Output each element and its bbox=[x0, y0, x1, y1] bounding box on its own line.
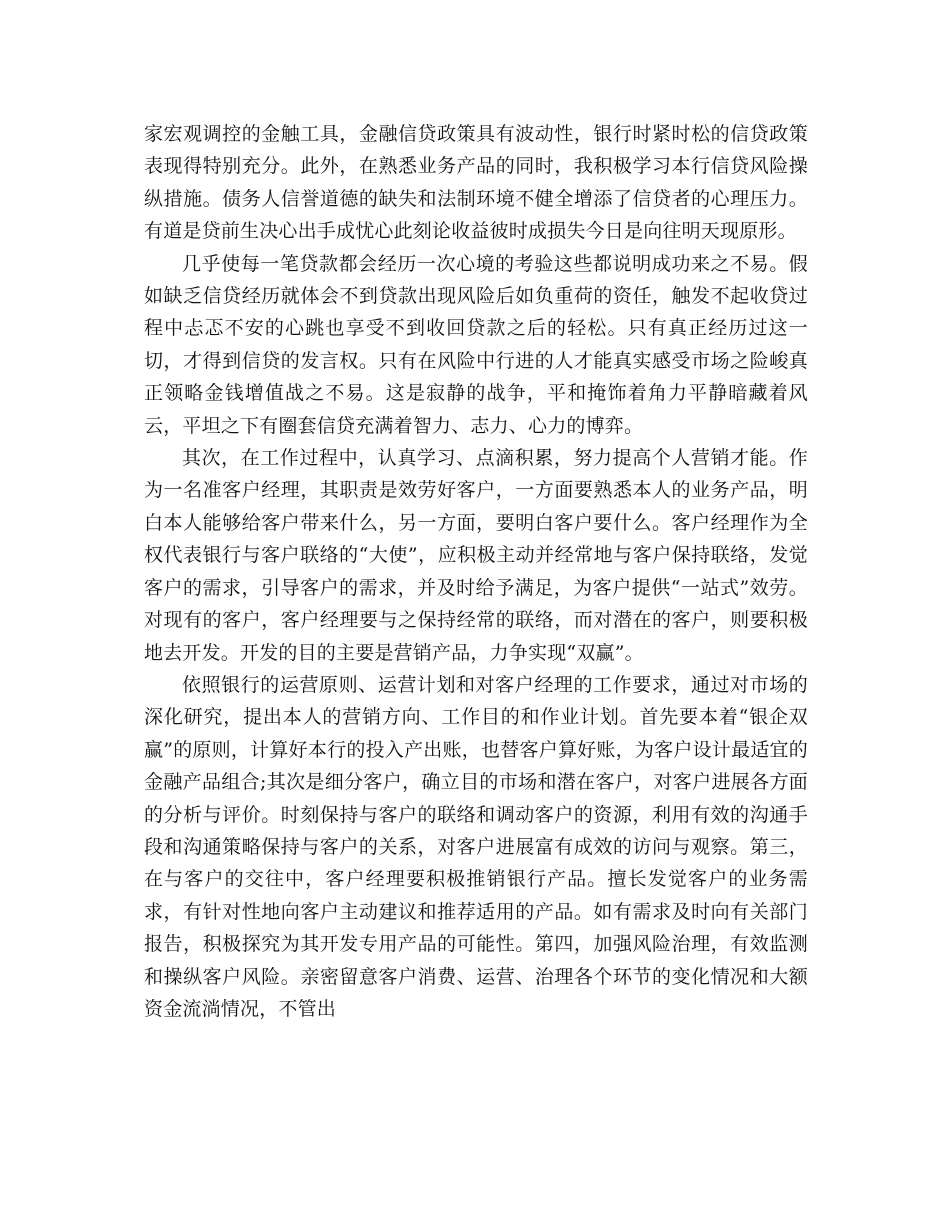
paragraph-credit-experience: 几乎使每一笔贷款都会经历一次心境的考验这些都说明成功来之不易。假如缺乏信贷经历就体会不到贷款出现风险后如负重荷的资任，触发不起收贷过程中忐忑不安的心跳也享受不到收回贷款之后的轻松。只有真正经历过这一切，才得到信贷的发言权。只有在风险中行进的人才能真实感受市场之险峻真正领略金钱增值战之不易。这是寂静的战争，平和掩饰着角力平静暗藏着风云，平坦之下有圈套信贷充满着智力、志力、心力的博弈。 bbox=[144, 252, 808, 437]
document-body bbox=[144, 118, 808, 1025]
paragraph-operating-principles: 依照银行的运营原则、运营计划和对客户经理的工作要求，通过对市场的深化研究，提出本人的营销方向、工作目的和作业计划。首先要本着“银企双赢”的原则，计算好本行的投入产出账，也替客户算好账，为客户设计最适宜的金融产品组合;其次是细分客户，确立目的市场和潜在客户，对客户进展各方面的分析与评价。时刻保持与客户的联络和调动客户的资源，利用有效的沟通手段和沟通策略保持与客户的关系，对客户进展富有成效的访问与观察。第三，在与客户的交往中，客户经理要积极推销银行产品。擅长发觉客户的业务需求，有针对性地向客户主动建议和推荐适用的产品。如有需求及时向有关部门报告，积极探究为其开发专用产品的可能性。第四，加强风险治理，有效监测和操纵客户风险。亲密留意客户消费、运营、治理各个环节的变化情况和大额资金流淌情况，不管出 bbox=[144, 673, 808, 1020]
paragraph-continuation: 家宏观调控的金触工具，金融信贷政策具有波动性，银行时紧时松的信贷政策表现得特别充分。此外，在熟悉业务产品的同时，我积极学习本行信贷风险操纵措施。债务人信誉道德的缺失和法制环境不健全增添了信贷者的心理压力。有道是贷前生决心出手成忧心此刻论收益彼时成损失今日是向往明天现原形。 bbox=[144, 123, 808, 243]
paragraph-marketing-skills: 其次，在工作过程中，认真学习、点滴积累，努力提高个人营销才能。作为一名准客户经理，其职责是效劳好客户，一方面要熟悉本人的业务产品，明白本人能够给客户带来什么，另一方面，要明白客户要什么。客户经理作为全权代表银行与客户联络的“大使”，应积极主动并经常地与客户保持联络，发觉客户的需求，引导客户的需求，并及时给予满足，为客户提供“一站式”效劳。对现有的客户，客户经理要与之保持经常的联络，而对潜在的客户，则要积极地去开发。开发的目的主要是营销产品，力争实现“双赢”。 bbox=[144, 447, 808, 664]
